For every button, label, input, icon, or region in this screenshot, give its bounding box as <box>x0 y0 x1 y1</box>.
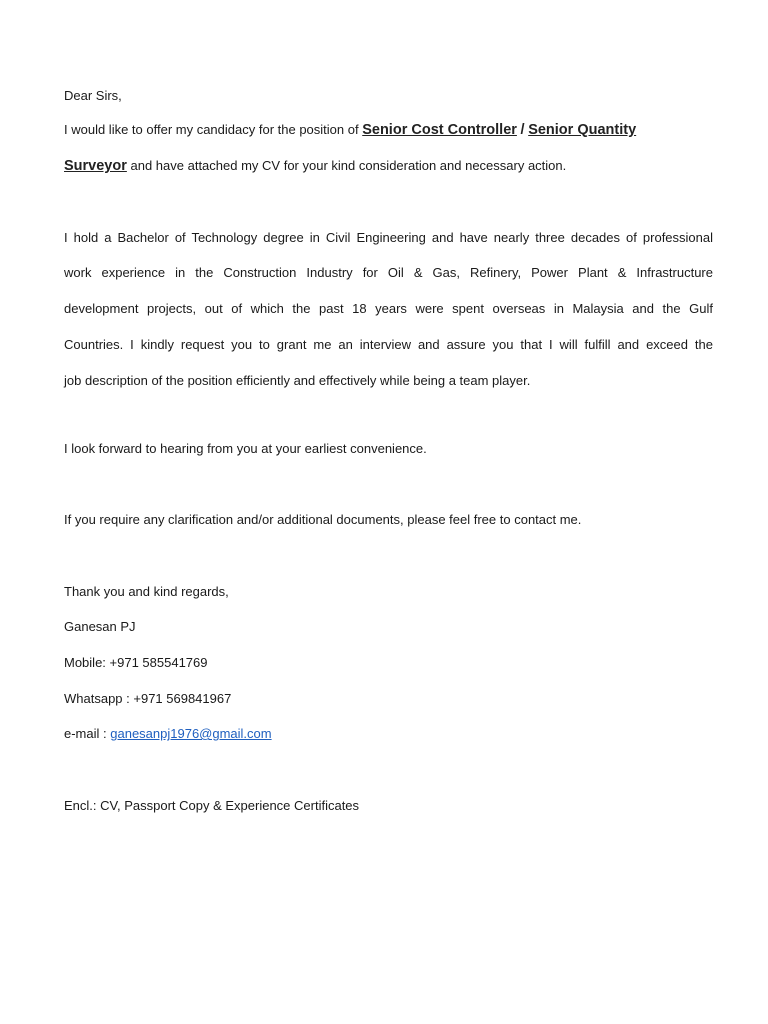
intro-line-2 <box>64 157 566 175</box>
body-line: I hold a Bachelor of Technology degree in Civil Engineering and have nearly three decades of professional <box>64 230 713 245</box>
email-link[interactable]: ganesanpj1976@gmail.com <box>110 726 272 741</box>
whatsapp-number: Whatsapp : +971 569841967 <box>64 691 232 706</box>
role-senior-cost-controller: Senior Cost Controller <box>362 122 517 138</box>
body-line: Countries. I kindly request you to grant me an interview and assure you that I will fulfill and exceed the <box>64 337 713 352</box>
clarification-line: If you require any clarification and/or additional documents, please feel free to contact me. <box>64 512 582 527</box>
salutation: Dear Sirs, <box>64 88 122 103</box>
letter-page <box>64 0 713 1024</box>
closing-line: Thank you and kind regards, <box>64 584 229 599</box>
intro-line-1 <box>64 121 636 139</box>
email-line <box>64 725 272 743</box>
role-senior-quantity: Senior Quantity <box>528 122 637 138</box>
forward-line: I look forward to hearing from you at your earliest convenience. <box>64 441 427 456</box>
enclosures-line: Encl.: CV, Passport Copy & Experience Certificates <box>64 798 360 813</box>
body-line: job description of the position efficiently and effectively while being a team player. <box>64 373 531 388</box>
mobile-number: Mobile: +971 585541769 <box>64 655 208 670</box>
body-line: development projects, out of which the past 18 years were spent overseas in Malaysia and the Gulf <box>64 301 713 316</box>
email-label: e-mail : <box>64 726 107 741</box>
body-line: work experience in the Construction Industry for Oil & Gas, Refinery, Power Plant & Infrastructure <box>64 265 713 280</box>
role-separator: / <box>520 122 525 138</box>
intro-prefix: I would like to offer my candidacy for the position of <box>64 122 359 137</box>
intro-suffix: and have attached my CV for your kind consideration and necessary action. <box>130 158 567 173</box>
role-surveyor: Surveyor <box>64 158 127 174</box>
sender-name: Ganesan PJ <box>64 619 136 634</box>
